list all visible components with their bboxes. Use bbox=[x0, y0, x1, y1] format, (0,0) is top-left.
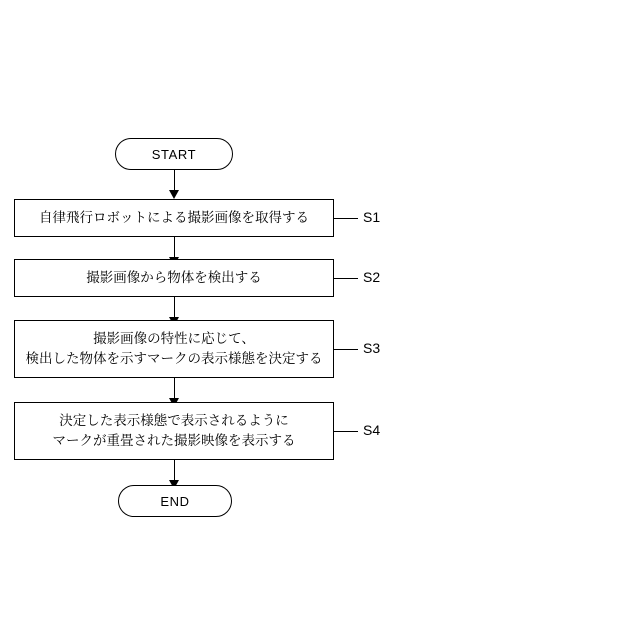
step-label-s3: S3 bbox=[363, 340, 381, 356]
step-label-s1: S1 bbox=[363, 209, 381, 225]
arrowhead-start-to-s1 bbox=[169, 190, 179, 199]
node-start bbox=[115, 138, 233, 170]
step-label-s2: S2 bbox=[363, 269, 381, 285]
node-start-label: START bbox=[151, 146, 197, 162]
node-s1-label: 自律飛行ロボットによる撮影画像を取得する bbox=[39, 209, 309, 225]
leader-s1 bbox=[334, 218, 358, 219]
node-s1 bbox=[14, 199, 334, 237]
leader-s4 bbox=[334, 431, 358, 432]
node-s3-label: 撮影画像の特性に応じて、 検出した物体を示すマークの表示様態を決定する bbox=[25, 330, 323, 366]
node-s4-label: 決定した表示様態で表示されるように マークが重畳された撮影映像を表示する bbox=[52, 412, 296, 448]
node-end bbox=[118, 485, 232, 517]
node-s2-label: 撮影画像から物体を検出する bbox=[86, 269, 262, 285]
node-s2 bbox=[14, 259, 334, 297]
leader-s2 bbox=[334, 278, 358, 279]
leader-s3 bbox=[334, 349, 358, 350]
node-s4 bbox=[14, 402, 334, 460]
node-s3 bbox=[14, 320, 334, 378]
node-end-label: END bbox=[160, 493, 190, 509]
step-label-s4: S4 bbox=[363, 422, 381, 438]
